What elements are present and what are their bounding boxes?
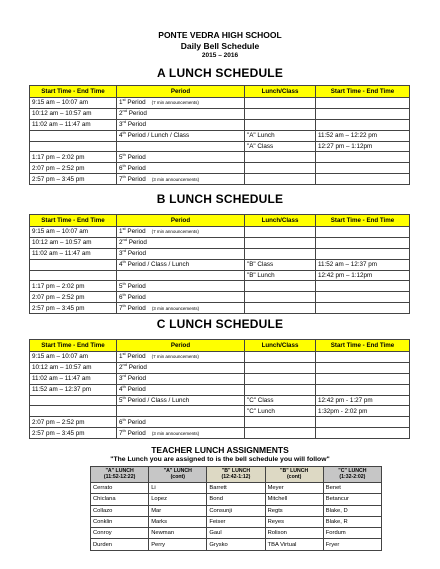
header-line1: "B" LUNCH [221, 468, 251, 474]
table-row [30, 417, 410, 428]
col-lunch-class: Lunch/Class [245, 340, 316, 352]
period-text: Period [127, 282, 146, 290]
teacher-name-cell: Lopez [149, 494, 207, 505]
table-row [91, 528, 382, 539]
time-cell: 2:57 pm – 3:45 pm [30, 174, 117, 185]
time2-cell [316, 362, 410, 373]
period-number: 5 [119, 397, 123, 404]
time2-cell: 12:42 pm - 1:27 pm [316, 395, 410, 406]
time-cell: 11:02 am – 11:47 am [30, 373, 117, 384]
header-line2: (cont) [170, 474, 185, 480]
schedule-header-row [30, 340, 410, 352]
period-suffix: th [122, 416, 126, 422]
table-row [30, 237, 410, 248]
period-number: 3 [119, 121, 123, 129]
table-row [30, 384, 410, 395]
time-cell: 9:15 am – 10:07 am [30, 98, 117, 109]
time-cell [30, 141, 117, 152]
time-cell: 2:57 pm – 3:45 pm [30, 428, 117, 439]
teacher-name-cell: Benet [323, 483, 381, 494]
period-suffix: st [122, 226, 126, 232]
time2-cell [316, 152, 410, 163]
table-row [30, 292, 410, 303]
period-cell [117, 98, 245, 109]
period-cell [117, 352, 245, 363]
table-row [30, 248, 410, 259]
period-note: (3 min announcements) [151, 176, 200, 182]
period-cell [117, 292, 245, 303]
period-number: 7 [119, 175, 123, 183]
header-line1: "A" LUNCH [105, 468, 134, 474]
lunch-class-cell: "B" Lunch [245, 270, 316, 281]
period-suffix: th [122, 259, 126, 265]
period-number: 3 [119, 250, 123, 258]
lunch-class-cell: "A" Lunch [245, 130, 316, 141]
teacher-name-cell: Conklin [91, 516, 149, 527]
col-lunch-class: Lunch/Class [245, 215, 316, 227]
period-number: 1 [119, 353, 123, 361]
table-row [30, 163, 410, 174]
time2-cell [316, 417, 410, 428]
schedule-title: B LUNCH SCHEDULE [156, 192, 284, 206]
period-cell [117, 362, 245, 373]
period-cell [117, 163, 245, 174]
period-suffix: nd [122, 237, 127, 243]
teacher-name-cell: Marks [149, 516, 207, 527]
time-cell: 2:07 pm – 2:52 pm [30, 163, 117, 174]
time2-cell [316, 174, 410, 185]
period-note: (3 min announcements) [151, 430, 200, 436]
teacher-lunch-header [323, 467, 381, 483]
period-suffix: th [122, 280, 126, 286]
time2-cell [316, 108, 410, 119]
time-cell: 10:12 am – 10:57 am [30, 362, 117, 373]
period-cell [117, 384, 245, 395]
schedule-title: C LUNCH SCHEDULE [156, 317, 284, 331]
teacher-name-cell: Mar [149, 505, 207, 516]
period-cell [117, 130, 245, 141]
time2-cell [316, 281, 410, 292]
teacher-name-cell: Betancur [323, 494, 381, 505]
schedule-table [29, 85, 410, 185]
period-text: Period [127, 375, 147, 383]
period-cell [117, 237, 245, 248]
period-cell [117, 108, 245, 119]
period-cell [117, 303, 245, 314]
col-period: Period [117, 340, 245, 352]
time2-cell [316, 428, 410, 439]
time-cell: 10:12 am – 10:57 am [30, 237, 117, 248]
header-line2: (cont) [286, 474, 302, 480]
period-text: Period [127, 418, 146, 426]
table-row [30, 303, 410, 314]
period-cell [117, 406, 245, 417]
col-start-end: Start Time - End Time [30, 86, 117, 98]
period-number: 6 [119, 164, 123, 172]
period-suffix: th [122, 162, 126, 168]
col-start-end: Start Time - End Time [30, 340, 117, 352]
teacher-lunch-header [149, 467, 207, 483]
teacher-name-cell: Chiclana [91, 494, 149, 505]
time2-cell [316, 163, 410, 174]
time-cell [30, 270, 117, 281]
teacher-name-cell: TBA Virtual [265, 539, 323, 550]
period-cell [117, 152, 245, 163]
table-row [30, 130, 410, 141]
teacher-name-cell: Bond [207, 494, 265, 505]
period-cell [117, 259, 245, 270]
lunch-class-cell [245, 248, 316, 259]
time2-cell [316, 373, 410, 384]
period-cell [117, 281, 245, 292]
teacher-lunch-header [91, 467, 149, 483]
period-number: 2 [119, 110, 123, 118]
period-suffix: rd [122, 119, 127, 125]
period-number: 4 [119, 132, 123, 140]
table-row [30, 119, 410, 130]
header-line1: "A" LUNCH [163, 468, 192, 474]
table-row [30, 373, 410, 384]
time-cell [30, 130, 117, 141]
table-row [30, 428, 410, 439]
lunch-class-cell [245, 119, 316, 130]
period-number: 5 [119, 282, 123, 290]
period-suffix: th [122, 384, 126, 390]
lunch-class-cell: "C" Class [245, 395, 316, 406]
period-suffix: th [122, 302, 126, 308]
period-number: 5 [119, 153, 123, 161]
period-suffix: th [122, 151, 126, 157]
time-cell: 2:07 pm – 2:52 pm [30, 417, 117, 428]
table-row [91, 516, 382, 527]
lunch-class-cell [245, 237, 316, 248]
period-text: Period [128, 110, 147, 118]
col-period: Period [117, 215, 245, 227]
period-text: Period [127, 164, 146, 172]
time2-cell [316, 384, 410, 395]
lunch-class-cell [245, 303, 316, 314]
period-number: 4 [119, 261, 123, 269]
time2-cell: 11:52 am – 12:37 pm [316, 259, 410, 270]
period-text: Period [127, 175, 146, 183]
schedule-header-row [30, 215, 410, 227]
period-suffix: th [122, 291, 126, 297]
teacher-name-cell: Blake, R [323, 516, 381, 527]
lunch-class-cell [245, 428, 316, 439]
lunch-class-cell [245, 281, 316, 292]
table-row [30, 395, 410, 406]
teacher-name-cell: Grysko [207, 539, 265, 550]
lunch-class-cell [245, 152, 316, 163]
teacher-name-cell: Durden [91, 539, 149, 550]
period-cell [117, 248, 245, 259]
lunch-class-cell [245, 163, 316, 174]
school-name: PONTE VEDRA HIGH SCHOOL [158, 30, 282, 40]
header-line1: "B" LUNCH [280, 468, 309, 474]
time-cell [30, 259, 117, 270]
time2-cell [316, 119, 410, 130]
period-suffix: st [122, 351, 126, 357]
period-cell [117, 417, 245, 428]
period-text: Period [128, 364, 147, 372]
header-line2: (12:42-1:12) [221, 474, 251, 480]
time2-cell: 12:42 pm – 1:12pm [316, 270, 410, 281]
teacher-name-cell: Li [149, 483, 207, 494]
time2-cell [316, 237, 410, 248]
table-row [30, 352, 410, 363]
time-cell: 11:52 am – 12:37 pm [30, 384, 117, 395]
time-cell: 9:15 am – 10:07 am [30, 352, 117, 363]
period-number: 1 [119, 228, 123, 236]
period-number: 2 [119, 364, 123, 372]
period-text: Period [127, 99, 146, 107]
school-year: 2015 – 2016 [201, 52, 239, 59]
time2-cell: 1:32pm - 2:02 pm [316, 406, 410, 417]
time-cell: 11:02 am – 11:47 am [30, 119, 117, 130]
lunch-class-cell [245, 384, 316, 395]
teacher-name-cell: Collazo [91, 505, 149, 516]
table-row [30, 108, 410, 119]
time2-cell [316, 227, 410, 238]
time-cell: 1:17 pm – 2:02 pm [30, 152, 117, 163]
lunch-class-cell: "B" Class [245, 259, 316, 270]
teacher-lunch-table [90, 466, 382, 551]
table-row [30, 362, 410, 373]
period-note: (7 min announcements) [151, 354, 199, 360]
lunch-class-cell: "A" Class [245, 141, 316, 152]
time-cell: 2:07 pm – 2:52 pm [30, 292, 117, 303]
col-start-end: Start Time - End Time [30, 215, 117, 227]
period-cell [117, 174, 245, 185]
period-number: 6 [119, 293, 123, 301]
period-cell [117, 395, 245, 406]
period-text: Period [127, 121, 147, 129]
period-number: 1 [119, 99, 123, 107]
period-suffix: th [122, 395, 126, 400]
table-row [91, 539, 382, 550]
teacher-name-cell: Barrett [207, 483, 265, 494]
teacher-lunch-header [265, 467, 323, 483]
period-suffix: rd [122, 248, 127, 254]
period-text: Period [127, 429, 146, 437]
teacher-name-cell: Newman [149, 528, 207, 539]
table-row [91, 505, 382, 516]
lunch-class-cell [245, 417, 316, 428]
table-row [30, 270, 410, 281]
table-row [30, 141, 410, 152]
schedule-table [29, 214, 410, 314]
lunch-class-cell [245, 174, 316, 185]
time2-cell: 12:27 pm – 1:12pm [316, 141, 410, 152]
col-start-end-2: Start Time - End Time [316, 215, 410, 227]
period-text: Period [127, 250, 147, 258]
period-note: (7 min announcements) [151, 229, 199, 235]
teacher-name-cell: Conroy [91, 528, 149, 539]
time2-cell [316, 352, 410, 363]
teacher-name-cell: Fryer [323, 539, 381, 550]
teacher-name-cell: Regts [265, 505, 323, 516]
lunch-class-cell: "C" Lunch [245, 406, 316, 417]
teacher-name-cell: Rolison [265, 528, 323, 539]
period-text: Period / Class / Lunch [127, 397, 190, 404]
header-line2: (1:32-2:02) [339, 474, 366, 480]
period-cell [117, 428, 245, 439]
time-cell [30, 406, 117, 417]
period-cell [117, 119, 245, 130]
table-row [30, 174, 410, 185]
lunch-class-cell [245, 352, 316, 363]
teacher-lunch-header [207, 467, 265, 483]
period-suffix: rd [122, 373, 127, 379]
time2-cell [316, 248, 410, 259]
period-cell [117, 270, 245, 281]
teacher-name-cell: Meyer [265, 483, 323, 494]
period-text: Period / Lunch / Class [127, 132, 190, 140]
lunch-class-cell [245, 108, 316, 119]
time-cell [30, 395, 117, 406]
time-cell: 1:17 pm – 2:02 pm [30, 281, 117, 292]
time2-cell [316, 98, 410, 109]
period-number: 2 [119, 239, 123, 247]
header-line2: (11:52-12:22) [103, 474, 136, 480]
period-text: Period [127, 228, 146, 236]
period-text: Period / Class / Lunch [127, 261, 190, 269]
teacher-name-cell: Fordum [323, 528, 381, 539]
teacher-name-cell: Cerrato [91, 483, 149, 494]
time-cell: 2:57 pm – 3:45 pm [30, 303, 117, 314]
period-number: 6 [119, 418, 123, 426]
teacher-name-cell: Blake, D [323, 505, 381, 516]
lunch-class-cell [245, 362, 316, 373]
lunch-class-cell [245, 227, 316, 238]
teacher-name-cell: Mitchell [265, 494, 323, 505]
teacher-name-cell: Reyes [265, 516, 323, 527]
period-number: 3 [119, 375, 123, 383]
period-text: Period [127, 293, 146, 301]
period-cell [117, 373, 245, 384]
period-cell [117, 227, 245, 238]
period-suffix: st [122, 97, 126, 103]
teacher-lunch-title: TEACHER LUNCH ASSIGNMENTS [151, 445, 289, 455]
schedule-title: A LUNCH SCHEDULE [156, 66, 284, 80]
lunch-class-cell [245, 373, 316, 384]
header-line1: "C" LUNCH [338, 468, 367, 474]
period-text: Period [127, 153, 146, 161]
time-cell: 11:02 am – 11:47 am [30, 248, 117, 259]
teacher-name-cell: Gaul [207, 528, 265, 539]
period-note: (7 min announcements) [151, 100, 199, 106]
teacher-name-cell: Consunji [207, 505, 265, 516]
period-number: 4 [119, 386, 123, 394]
col-lunch-class: Lunch/Class [245, 86, 316, 98]
period-text: Period [127, 304, 146, 312]
period-text: Period [128, 239, 147, 247]
teacher-lunch-subtitle: "The Lunch you are assigned to is the bell schedule you will follow" [110, 456, 330, 463]
table-row [91, 494, 382, 505]
table-row [30, 281, 410, 292]
lunch-class-cell [245, 98, 316, 109]
time-cell: 10:12 am – 10:57 am [30, 108, 117, 119]
period-number: 7 [119, 429, 123, 437]
period-suffix: th [122, 173, 126, 179]
period-suffix: nd [122, 362, 127, 368]
time-cell: 9:15 am – 10:07 am [30, 227, 117, 238]
time2-cell: 11:52 am – 12:22 pm [316, 130, 410, 141]
teacher-name-cell: Feiser [207, 516, 265, 527]
lunch-class-cell [245, 292, 316, 303]
time2-cell [316, 303, 410, 314]
table-row [30, 98, 410, 109]
period-cell [117, 141, 245, 152]
table-row [30, 406, 410, 417]
period-suffix: th [122, 427, 126, 433]
col-start-end-2: Start Time - End Time [316, 340, 410, 352]
period-text: Period [127, 353, 146, 361]
table-row [30, 227, 410, 238]
time2-cell [316, 292, 410, 303]
period-number: 7 [119, 304, 123, 312]
schedule-table [29, 339, 410, 439]
period-note: (3 min announcements) [151, 305, 200, 311]
period-suffix: nd [122, 108, 127, 114]
table-row [30, 152, 410, 163]
col-period: Period [117, 86, 245, 98]
table-row [91, 483, 382, 494]
schedule-header-row [30, 86, 410, 98]
period-suffix: th [122, 130, 126, 136]
table-row [30, 259, 410, 270]
document-title: Daily Bell Schedule [180, 41, 260, 51]
col-start-end-2: Start Time - End Time [316, 86, 410, 98]
period-text: Period [127, 386, 146, 394]
teacher-name-cell: Perry [149, 539, 207, 550]
